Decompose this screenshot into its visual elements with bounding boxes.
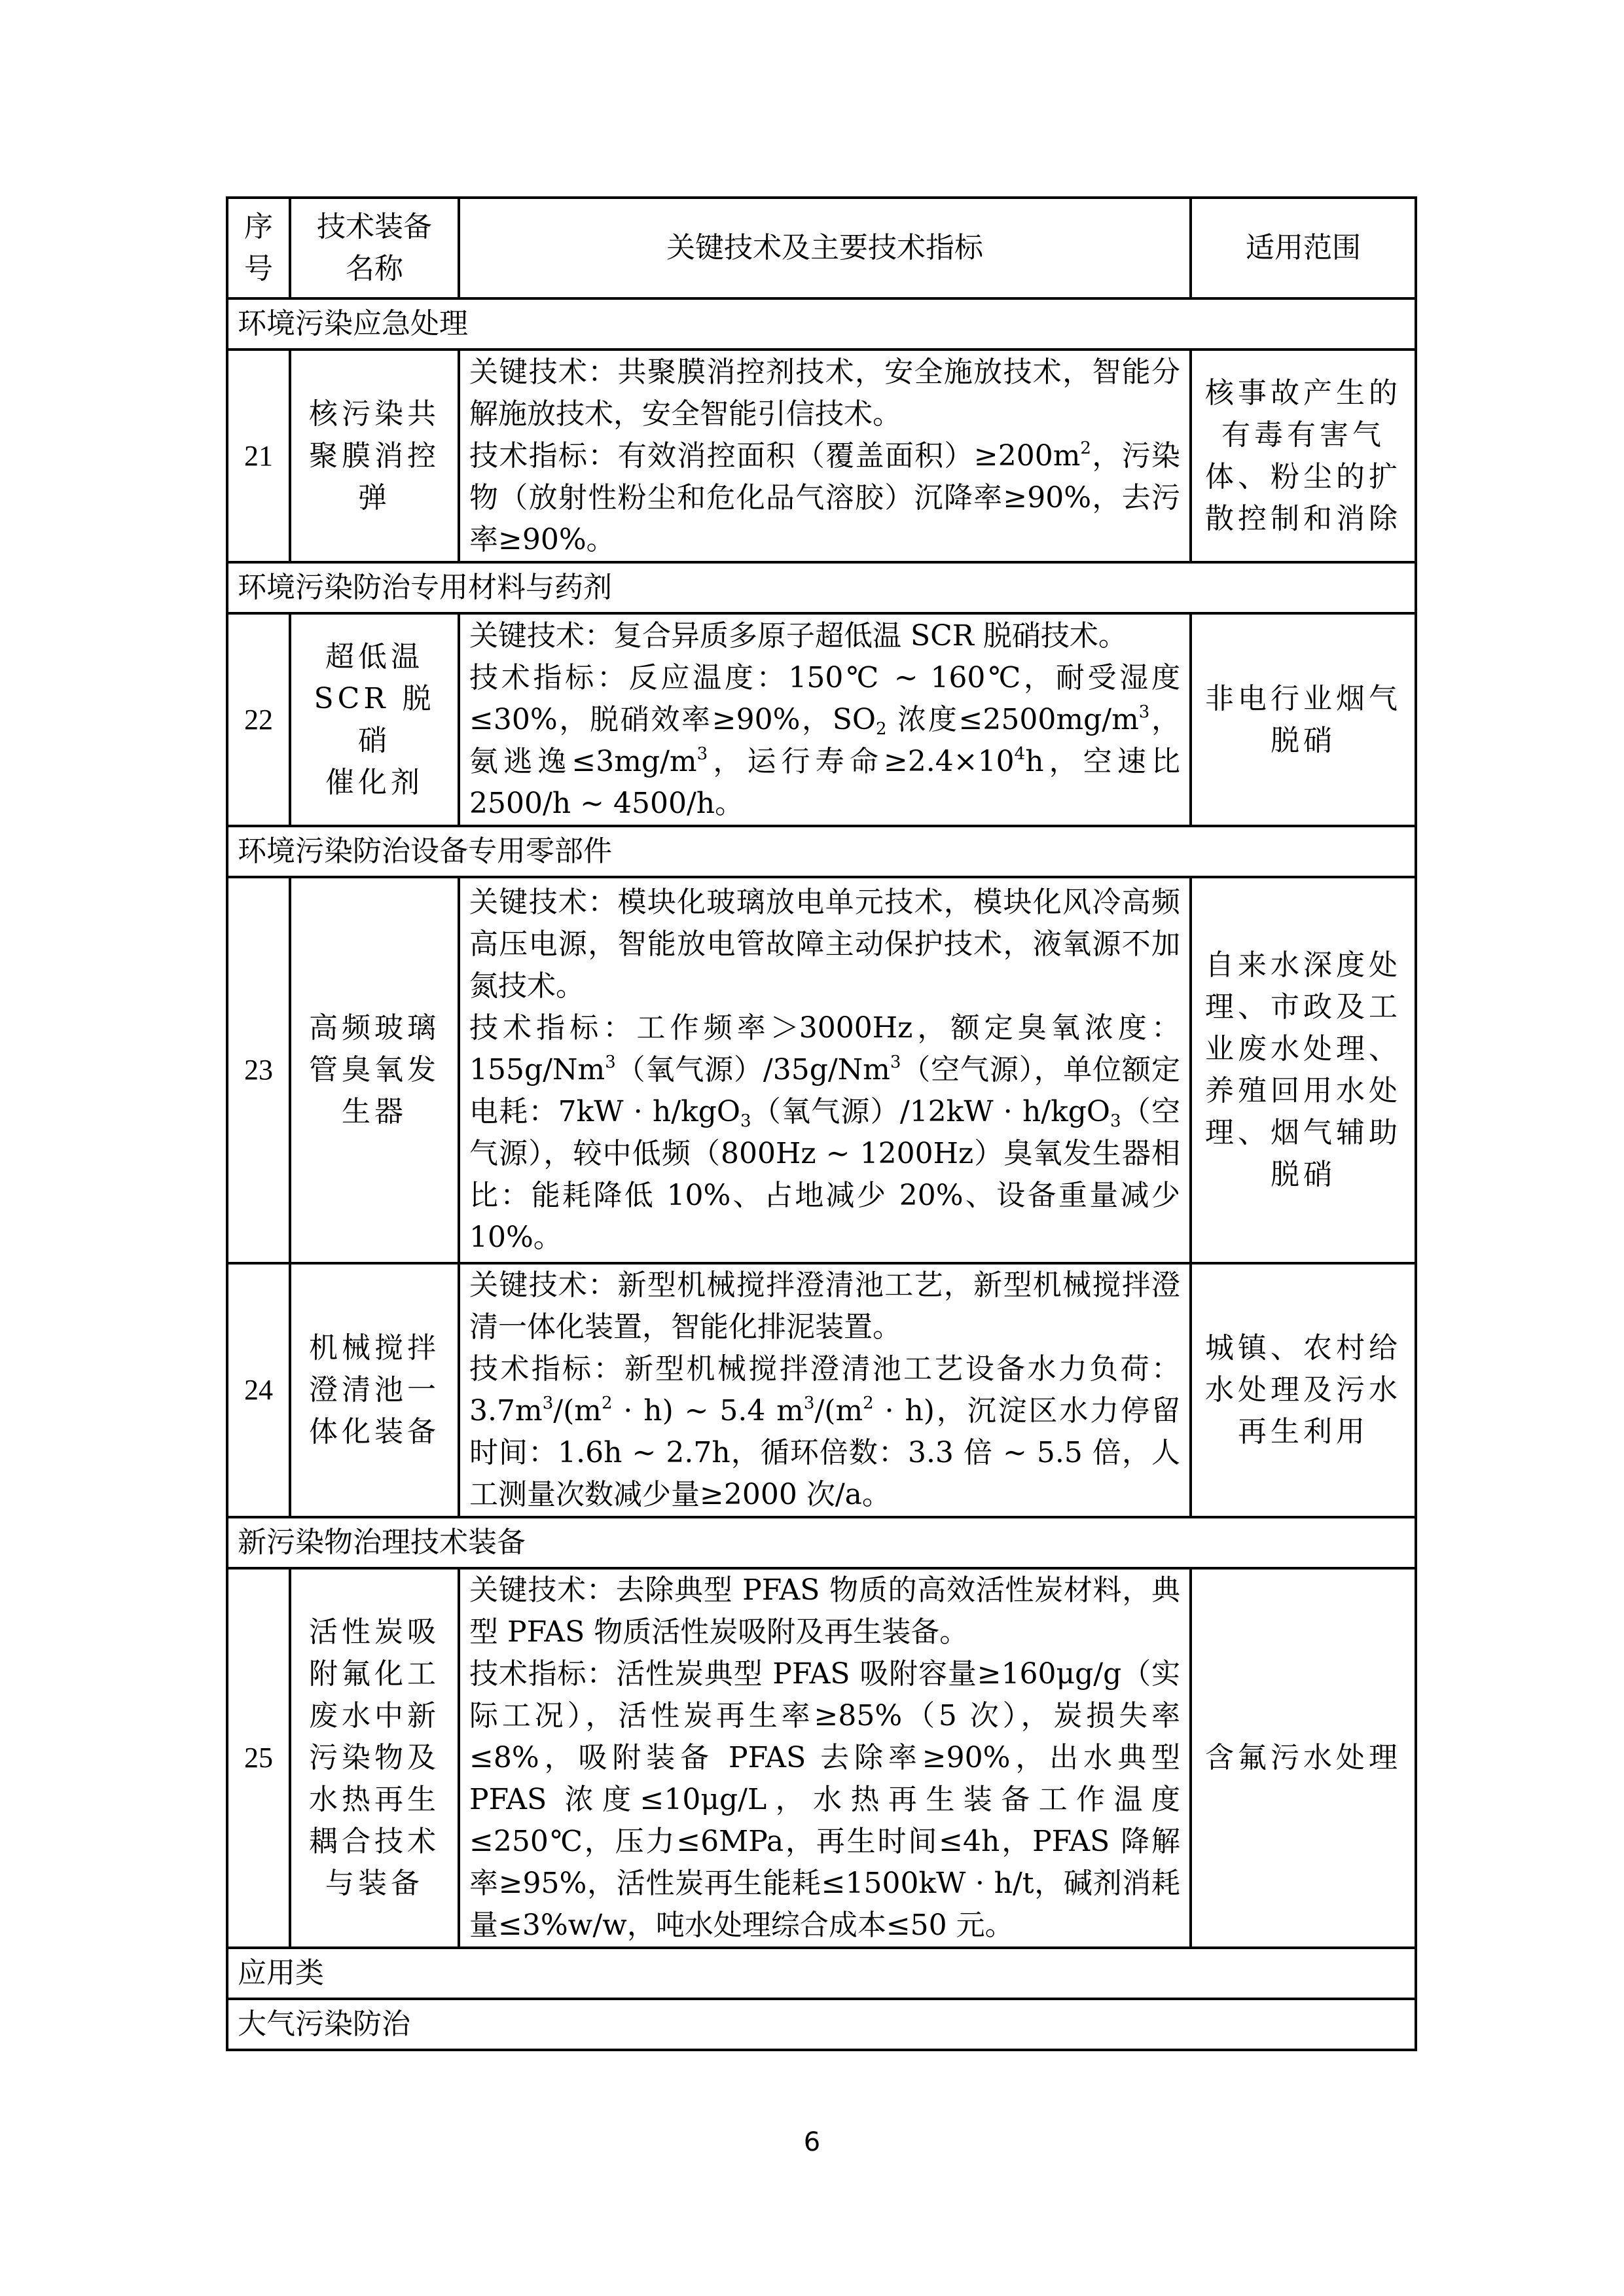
scope-cell: 含氟污水处理 xyxy=(1191,1568,1416,1948)
section-title: 大气污染防治 xyxy=(227,1999,1416,2050)
key-tech-cell xyxy=(459,877,1191,1263)
superscript: 3 xyxy=(803,1393,815,1413)
text-run: 技术指标：反应温度：150℃ ~ 160℃，耐受湿度≤30%，脱硝效率≥90%，SO xyxy=(469,660,1180,736)
row-number: 21 xyxy=(227,350,290,562)
header-scope: 适用范围 xyxy=(1191,198,1416,298)
indicators-text: 技术指标：活性炭典型 PFAS 吸附容量≥160μg/g（实际工况），活性炭再生率≥85%（5 次），炭损失率≤8%，吸附装备 PFAS 去除率≥90%，出水典型 PFAS 浓度≤10μg/L，水热再生装备工作温度≤250℃，压力≤6MPa，再生时间≤4h，PFAS 降解率≥95%，活性炭再生能耗≤1500kW · h/t，碱剂消耗量≤3%w/w，吨水处理综合成本≤50 元。 xyxy=(469,1657,1180,1942)
name-line: 水热再生 xyxy=(309,1783,440,1816)
section-title: 环境污染防治设备专用零部件 xyxy=(227,826,1416,877)
superscript: 2 xyxy=(863,1393,874,1413)
table-row xyxy=(227,877,1416,1263)
subscript: 3 xyxy=(1110,1111,1121,1131)
header-equipment-name xyxy=(290,198,459,298)
name-line: 废水中新 xyxy=(309,1699,440,1732)
subscript: 2 xyxy=(875,719,887,739)
name-line: 生器 xyxy=(342,1095,407,1128)
equipment-name xyxy=(290,877,459,1263)
name-line: SCR 脱硝 xyxy=(314,681,435,757)
key-tech-cell xyxy=(459,350,1191,562)
superscript: 4 xyxy=(1014,744,1026,764)
text-run: 技术指标：新型机械搅拌澄清池工艺设备水力负荷：3.7m xyxy=(469,1352,1180,1427)
equipment-name xyxy=(290,1568,459,1948)
header-seq xyxy=(227,198,290,298)
key-tech-text: 关键技术：模块化玻璃放电单元技术，模块化风冷高频高压电源，智能放电管故障主动保护技术，液氧源不加氮技术。 xyxy=(469,886,1180,1003)
table-row xyxy=(227,1568,1416,1948)
table-header-row xyxy=(227,198,1416,298)
text-run: ，污染物（放射性粉尘和危化品气溶胶）沉降率≥90%，去污率≥90%。 xyxy=(469,439,1180,556)
name-line: 管臭氧发 xyxy=(309,1053,440,1086)
section-row xyxy=(227,1999,1416,2050)
section-title: 环境污染防治专用材料与药剂 xyxy=(227,562,1416,613)
name-line: 活性炭吸 xyxy=(309,1615,440,1649)
equipment-name xyxy=(290,350,459,562)
key-tech-text: 关键技术：新型机械搅拌澄清池工艺，新型机械搅拌澄清一体化装置，智能化排泥装置。 xyxy=(469,1268,1180,1344)
equipment-name xyxy=(290,613,459,826)
indicators-text xyxy=(469,435,1180,561)
text-run: /(m xyxy=(553,1394,602,1427)
name-line: 机械搅拌 xyxy=(309,1331,440,1365)
text-run: （氧气源）/35g/Nm xyxy=(615,1053,890,1086)
section-title: 应用类 xyxy=(227,1948,1416,1999)
table-row xyxy=(227,350,1416,562)
name-line: 体化装备 xyxy=(309,1415,440,1448)
text-run: /(m xyxy=(814,1394,863,1427)
row-number: 24 xyxy=(227,1263,290,1517)
section-row xyxy=(227,826,1416,877)
name-line: 核污染共 xyxy=(309,397,440,431)
subscript: 3 xyxy=(740,1111,751,1131)
key-tech-text: 关键技术：复合异质多原子超低温 SCR 脱硝技术。 xyxy=(469,619,1127,653)
text-run: 技术指标：工作频率＞3000Hz，额定臭氧浓度：155g/Nm xyxy=(469,1011,1180,1086)
text-run: ，运行寿命≥2.4×10 xyxy=(708,744,1015,778)
text-run: 技术指标：有效消控面积（覆盖面积）≥200m xyxy=(469,439,1081,473)
name-line: 澄清池一 xyxy=(309,1373,440,1407)
scope-cell: 城镇、农村给水处理及污水再生利用 xyxy=(1191,1263,1416,1517)
row-number: 22 xyxy=(227,613,290,826)
section-title: 环境污染应急处理 xyxy=(227,298,1416,350)
equipment-name xyxy=(290,1263,459,1517)
superscript: 3 xyxy=(1138,702,1150,722)
section-row xyxy=(227,298,1416,350)
key-tech-cell xyxy=(459,613,1191,826)
name-line: 耦合技术 xyxy=(309,1825,440,1858)
name-line: 附氟化工 xyxy=(309,1657,440,1691)
text-run: 浓度≤2500mg/m xyxy=(886,702,1139,736)
text-run: · h)，沉淀区水力停留时间：1.6h ~ 2.7h，循环倍数：3.3 倍 ~ 5.5 倍，人工测量次数减少量≥2000 次/a。 xyxy=(469,1394,1180,1511)
key-tech-cell xyxy=(459,1568,1191,1948)
name-line: 污染物及 xyxy=(309,1741,440,1774)
superscript: 3 xyxy=(542,1393,554,1413)
row-number: 25 xyxy=(227,1568,290,1948)
key-tech-text: 关键技术：去除典型 PFAS 物质的高效活性炭材料，典型 PFAS 物质活性炭吸附及再生装备。 xyxy=(469,1573,1180,1649)
section-row xyxy=(227,562,1416,613)
header-key-tech: 关键技术及主要技术指标 xyxy=(459,198,1191,298)
section-row xyxy=(227,1517,1416,1568)
name-line: 与装备 xyxy=(325,1867,424,1900)
text-run: （空气源），较中低频（800Hz ~ 1200Hz）臭氧发生器相比：能耗降低 10%、占地减少 20%、设备重量减少 10%。 xyxy=(469,1095,1180,1254)
text-run: h，空速比 2500/h ~ 4500/h。 xyxy=(469,744,1181,820)
scope-cell: 核事故产生的有毒有害气体、粉尘的扩散控制和消除 xyxy=(1191,350,1416,562)
text-run: · h) ~ 5.4 m xyxy=(612,1394,804,1427)
superscript: 2 xyxy=(601,1393,613,1413)
header-seq-line1: 序 xyxy=(244,210,273,243)
scope-cell: 非电行业烟气脱硝 xyxy=(1191,613,1416,826)
header-name-line2: 名称 xyxy=(346,252,403,285)
name-line: 弹 xyxy=(358,480,391,514)
superscript: 3 xyxy=(696,744,708,764)
text-run: （氧气源）/12kW · h/kgO xyxy=(751,1095,1111,1128)
technology-equipment-table xyxy=(226,196,1417,2051)
text-run: ，氨逃逸≤3mg/m xyxy=(469,702,1181,778)
header-seq-line2: 号 xyxy=(244,252,273,285)
key-tech-cell xyxy=(459,1263,1191,1517)
section-title: 新污染物治理技术装备 xyxy=(227,1517,1416,1568)
name-line: 聚膜消控 xyxy=(309,439,440,473)
indicators-text xyxy=(469,657,1180,825)
table-row xyxy=(227,1263,1416,1517)
indicators-text xyxy=(469,1348,1180,1516)
section-row xyxy=(227,1948,1416,1999)
superscript: 3 xyxy=(890,1052,901,1072)
name-line: 催化剂 xyxy=(325,765,424,799)
text-run: （空气源），单位额定电耗：7kW · h/kgO xyxy=(469,1053,1180,1128)
key-tech-text: 关键技术：共聚膜消控剂技术，安全施放技术，智能分解施放技术，安全智能引信技术。 xyxy=(469,355,1180,431)
superscript: 3 xyxy=(605,1052,616,1072)
header-name-line1: 技术装备 xyxy=(317,210,432,243)
superscript: 2 xyxy=(1080,438,1091,458)
row-number: 23 xyxy=(227,877,290,1263)
name-line: 超低温 xyxy=(325,639,424,673)
indicators-text xyxy=(469,1007,1180,1259)
page-number: 6 xyxy=(803,2127,821,2157)
name-line: 高频玻璃 xyxy=(309,1011,440,1045)
scope-cell: 自来水深度处理、市政及工业废水处理、养殖回用水处理、烟气辅助脱硝 xyxy=(1191,877,1416,1263)
table-row xyxy=(227,613,1416,826)
